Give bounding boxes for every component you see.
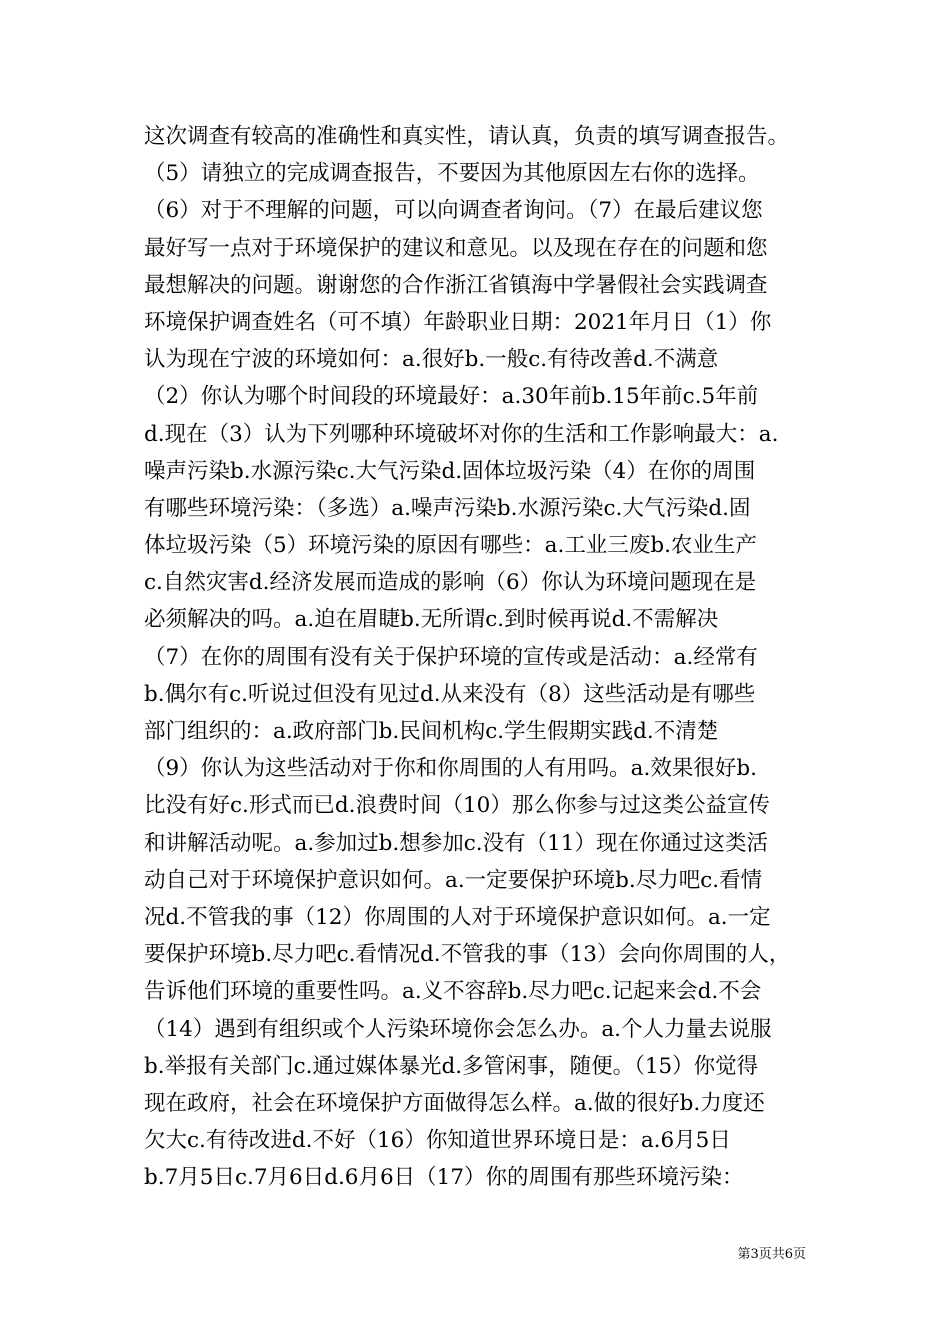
text-line: 噪声污染b.水源污染c.大气污染d.固体垃圾污染（4）在你的周围 bbox=[144, 458, 756, 484]
text-line: b.偶尔有c.听说过但没有见过d.从来没有（8）这些活动是有哪些 bbox=[144, 681, 756, 707]
text-line: （9）你认为这些活动对于你和你周围的人有用吗。a.效果很好b. bbox=[144, 756, 757, 782]
text-line: （14）遇到有组织或个人污染环境你会怎么办。a.个人力量去说服 bbox=[144, 1016, 772, 1042]
text-line: 环境保护调查姓名（可不填）年龄职业日期：2021年月日（1）你 bbox=[144, 309, 772, 335]
text-line: 欠大c.有待改进d.不好（16）你知道世界环境日是：a.6月5日 bbox=[144, 1128, 731, 1154]
text-line: b.举报有关部门c.通过媒体暴光d.多管闲事，随便。（15）你觉得 bbox=[144, 1053, 759, 1079]
text-line: 要保护环境b.尽力吧c.看情况d.不管我的事（13）会向你周围的人， bbox=[144, 942, 791, 968]
text-line: 告诉他们环境的重要性吗。a.义不容辞b.尽力吧c.记起来会d.不会 bbox=[144, 979, 762, 1005]
text-line: 比没有好c.形式而已d.浪费时间（10）那么你参与过这类公益宣传 bbox=[144, 793, 770, 819]
text-line: 体垃圾污染（5）环境污染的原因有哪些：a.工业三废b.农业生产 bbox=[144, 533, 757, 559]
text-line: 动自己对于环境保护意识如何。a.一定要保护环境b.尽力吧c.看情 bbox=[144, 867, 763, 893]
text-line: 况d.不管我的事（12）你周围的人对于环境保护意识如何。a.一定 bbox=[144, 904, 771, 930]
text-line: 必须解决的吗。a.迫在眉睫b.无所谓c.到时候再说d.不需解决 bbox=[144, 607, 719, 633]
text-line: （7）在你的周围有没有关于保护环境的宣传或是活动：a.经常有 bbox=[144, 644, 758, 670]
text-line: 最好写一点对于环境保护的建议和意见。以及现在存在的问题和您 bbox=[144, 235, 768, 261]
text-line: b.7月5日c.7月6日d.6月6日（17）你的周围有那些环境污染： bbox=[144, 1165, 744, 1191]
text-line: 现在政府，社会在环境保护方面做得怎么样。a.做的很好b.力度还 bbox=[144, 1090, 765, 1116]
text-line: c.自然灾害d.经济发展而造成的影响（6）你认为环境问题现在是 bbox=[144, 570, 757, 596]
text-line: 这次调查有较高的准确性和真实性，请认真，负责的填写调查报告。 bbox=[144, 124, 790, 149]
text-line: 认为现在宁波的环境如何：a.很好b.一般c.有待改善d.不满意 bbox=[144, 347, 719, 373]
text-line: 和讲解活动呢。a.参加过b.想参加c.没有（11）现在你通过这类活 bbox=[144, 830, 768, 856]
text-line: （2）你认为哪个时间段的环境最好：a.30年前b.15年前c.5年前 bbox=[144, 384, 759, 410]
document-body bbox=[144, 118, 808, 1196]
page-number: 第3页共6页 bbox=[737, 1247, 806, 1262]
text-line: （5）请独立的完成调查报告，不要因为其他原因左右你的选择。 bbox=[144, 161, 760, 187]
text-line: 有哪些环境污染：（多选）a.噪声污染b.水源污染c.大气污染d.固 bbox=[144, 495, 751, 521]
text-line: d.现在（3）认为下列哪种环境破坏对你的生活和工作影响最大：a. bbox=[144, 421, 779, 447]
text-line: 部门组织的：a.政府部门b.民间机构c.学生假期实践d.不清楚 bbox=[144, 719, 719, 744]
text-line: 最想解决的问题。谢谢您的合作浙江省镇海中学暑假社会实践调查 bbox=[144, 272, 768, 298]
text-line: （6）对于不理解的问题，可以向调查者询问。（7）在最后建议您 bbox=[144, 198, 763, 224]
